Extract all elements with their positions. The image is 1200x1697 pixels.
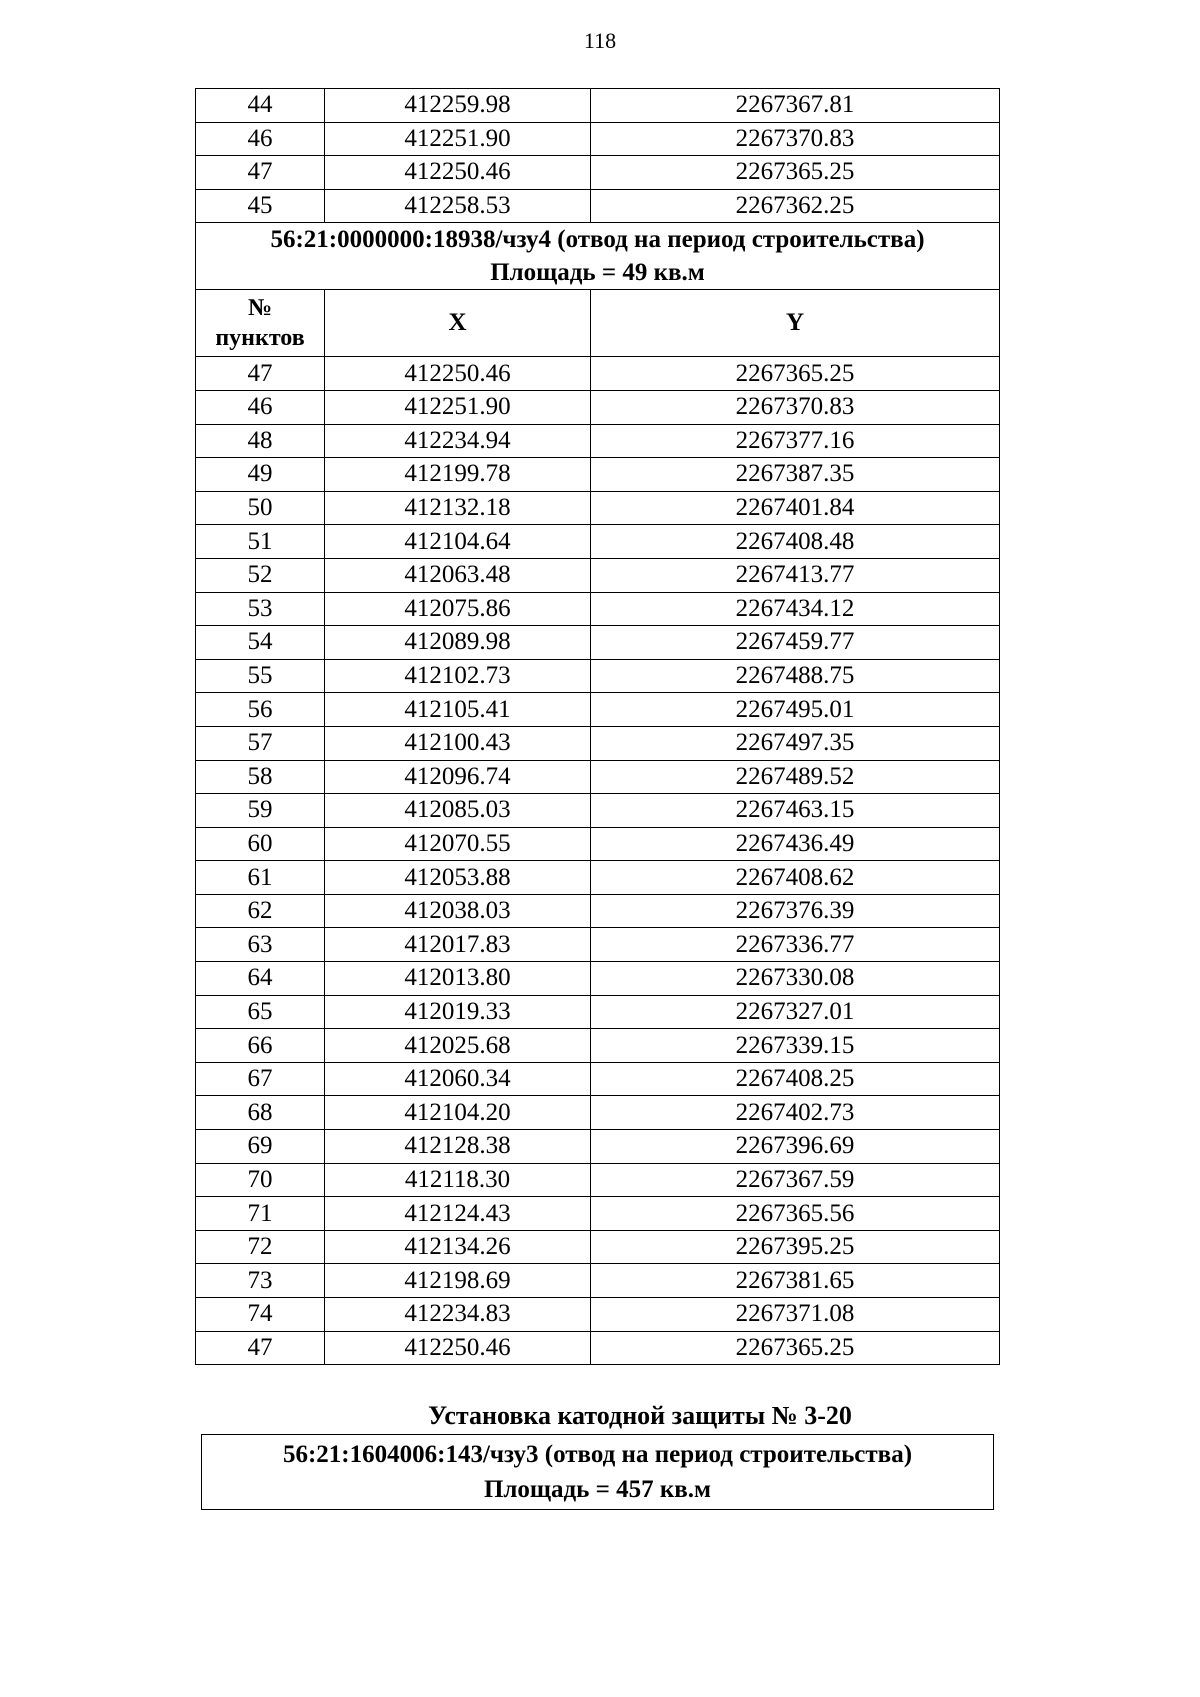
table-row [196, 1298, 1000, 1332]
cell-x: 412060.34 [325, 1062, 591, 1096]
table-row [196, 357, 1000, 391]
next-plot-box [201, 1434, 994, 1510]
cell-x: 412104.64 [325, 525, 591, 559]
cell-point-number: 57 [196, 726, 325, 760]
cell-x: 412025.68 [325, 1029, 591, 1063]
table-row [196, 1130, 1000, 1164]
table-row [196, 794, 1000, 828]
table-row [196, 525, 1000, 559]
cell-x: 412075.86 [325, 592, 591, 626]
cell-point-number: 66 [196, 1029, 325, 1063]
top-rows-group [196, 89, 1000, 223]
table-row [196, 1197, 1000, 1231]
cell-x: 412085.03 [325, 794, 591, 828]
table-row [196, 491, 1000, 525]
cell-y: 2267362.25 [591, 189, 1000, 223]
cell-point-number: 56 [196, 693, 325, 727]
table-row [196, 390, 1000, 424]
table-row [196, 189, 1000, 223]
table-row [196, 861, 1000, 895]
next-plot-area: Площадь = 457 кв.м [483, 1476, 712, 1503]
cell-point-number: 65 [196, 995, 325, 1029]
cell-x: 412053.88 [325, 861, 591, 895]
cell-point-number: 59 [196, 794, 325, 828]
table-row [196, 1264, 1000, 1298]
header-y: Y [591, 290, 1000, 357]
table-row [196, 1331, 1000, 1365]
cell-point-number: 50 [196, 491, 325, 525]
table-row [196, 928, 1000, 962]
cell-point-number: 73 [196, 1264, 325, 1298]
table-row [196, 827, 1000, 861]
cell-y: 2267436.49 [591, 827, 1000, 861]
cell-y: 2267463.15 [591, 794, 1000, 828]
cell-point-number: 47 [196, 156, 325, 190]
cell-y: 2267367.59 [591, 1163, 1000, 1197]
cell-point-number: 70 [196, 1163, 325, 1197]
cell-x: 412100.43 [325, 726, 591, 760]
plot-area: Площадь = 49 кв.м [490, 259, 705, 287]
table-row [196, 995, 1000, 1029]
cell-y: 2267395.25 [591, 1230, 1000, 1264]
header-x: X [325, 290, 591, 357]
cell-x: 412250.46 [325, 156, 591, 190]
cell-y: 2267413.77 [591, 558, 1000, 592]
table-row [196, 962, 1000, 996]
cell-x: 412128.38 [325, 1130, 591, 1164]
cell-x: 412134.26 [325, 1230, 591, 1264]
cell-x: 412250.46 [325, 357, 591, 391]
table-row [196, 659, 1000, 693]
cell-x: 412132.18 [325, 491, 591, 525]
cell-x: 412234.83 [325, 1298, 591, 1332]
page-number: 118 [583, 28, 617, 53]
cell-point-number: 44 [196, 89, 325, 123]
cell-point-number: 47 [196, 357, 325, 391]
cell-y: 2267367.81 [591, 89, 1000, 123]
table-row [196, 1029, 1000, 1063]
cell-y: 2267488.75 [591, 659, 1000, 693]
table-row [196, 424, 1000, 458]
cell-y: 2267365.56 [591, 1197, 1000, 1231]
cell-point-number: 51 [196, 525, 325, 559]
cell-x: 412250.46 [325, 1331, 591, 1365]
cell-point-number: 64 [196, 962, 325, 996]
cell-y: 2267489.52 [591, 760, 1000, 794]
cell-point-number: 61 [196, 861, 325, 895]
table-row [196, 726, 1000, 760]
cell-y: 2267401.84 [591, 491, 1000, 525]
cell-point-number: 63 [196, 928, 325, 962]
cell-x: 412038.03 [325, 894, 591, 928]
cell-point-number: 69 [196, 1130, 325, 1164]
table-row [196, 1096, 1000, 1130]
plot-title-cell [196, 223, 1000, 290]
cell-y: 2267381.65 [591, 1264, 1000, 1298]
table-row [196, 894, 1000, 928]
cell-x: 412089.98 [325, 626, 591, 660]
cell-point-number: 46 [196, 390, 325, 424]
cell-x: 412251.90 [325, 390, 591, 424]
cell-x: 412251.90 [325, 122, 591, 156]
cell-x: 412017.83 [325, 928, 591, 962]
cell-point-number: 49 [196, 458, 325, 492]
cell-x: 412259.98 [325, 89, 591, 123]
cell-y: 2267396.69 [591, 1130, 1000, 1164]
cell-y: 2267365.25 [591, 357, 1000, 391]
cell-point-number: 54 [196, 626, 325, 660]
cell-point-number: 55 [196, 659, 325, 693]
cell-x: 412104.20 [325, 1096, 591, 1130]
cell-x: 412198.69 [325, 1264, 591, 1298]
table-row [196, 1163, 1000, 1197]
cell-x: 412013.80 [325, 962, 591, 996]
cell-x: 412124.43 [325, 1197, 591, 1231]
cell-y: 2267371.08 [591, 1298, 1000, 1332]
cell-y: 2267330.08 [591, 962, 1000, 996]
cell-point-number: 45 [196, 189, 325, 223]
next-plot-title: 56:21:1604006:143/чзу3 (отвод на период строительства) [282, 1441, 913, 1468]
header-num-word: пунктов [215, 325, 305, 352]
cell-x: 412063.48 [325, 558, 591, 592]
table-row [196, 558, 1000, 592]
plot-title-row [196, 223, 1000, 290]
cell-point-number: 52 [196, 558, 325, 592]
cell-y: 2267370.83 [591, 122, 1000, 156]
cell-point-number: 67 [196, 1062, 325, 1096]
cell-point-number: 48 [196, 424, 325, 458]
cell-y: 2267459.77 [591, 626, 1000, 660]
cell-y: 2267377.16 [591, 424, 1000, 458]
table-row [196, 122, 1000, 156]
cell-x: 412105.41 [325, 693, 591, 727]
cell-y: 2267336.77 [591, 928, 1000, 962]
table-row [196, 156, 1000, 190]
table-row [196, 693, 1000, 727]
table-row [196, 592, 1000, 626]
cell-point-number: 68 [196, 1096, 325, 1130]
cell-x: 412258.53 [325, 189, 591, 223]
cell-y: 2267370.83 [591, 390, 1000, 424]
header-num-symbol: № [247, 295, 273, 322]
cell-point-number: 71 [196, 1197, 325, 1231]
cell-y: 2267339.15 [591, 1029, 1000, 1063]
section-heading: Установка катодной защиты № 3-20 [428, 1401, 852, 1430]
cell-x: 412102.73 [325, 659, 591, 693]
main-rows-group [196, 357, 1000, 1365]
cell-y: 2267408.48 [591, 525, 1000, 559]
cell-point-number: 47 [196, 1331, 325, 1365]
cell-y: 2267408.62 [591, 861, 1000, 895]
table-row [196, 626, 1000, 660]
column-header-row [196, 290, 1000, 357]
cell-point-number: 53 [196, 592, 325, 626]
plot-title: 56:21:0000000:18938/чзу4 (отвод на период строительства) [270, 226, 925, 254]
cell-x: 412070.55 [325, 827, 591, 861]
cell-y: 2267408.25 [591, 1062, 1000, 1096]
cell-y: 2267495.01 [591, 693, 1000, 727]
cell-y: 2267497.35 [591, 726, 1000, 760]
cell-y: 2267376.39 [591, 894, 1000, 928]
header-point-number [196, 290, 325, 357]
coordinates-table [195, 88, 1000, 1365]
cell-x: 412019.33 [325, 995, 591, 1029]
table-row [196, 1230, 1000, 1264]
cell-y: 2267365.25 [591, 1331, 1000, 1365]
cell-x: 412234.94 [325, 424, 591, 458]
cell-x: 412096.74 [325, 760, 591, 794]
cell-x: 412118.30 [325, 1163, 591, 1197]
cell-x: 412199.78 [325, 458, 591, 492]
table-row [196, 1062, 1000, 1096]
cell-point-number: 58 [196, 760, 325, 794]
cell-y: 2267402.73 [591, 1096, 1000, 1130]
plot-header-group [196, 223, 1000, 357]
cell-point-number: 46 [196, 122, 325, 156]
cell-y: 2267365.25 [591, 156, 1000, 190]
cell-point-number: 62 [196, 894, 325, 928]
table-row [196, 89, 1000, 123]
cell-point-number: 74 [196, 1298, 325, 1332]
table-row [196, 760, 1000, 794]
cell-point-number: 72 [196, 1230, 325, 1264]
cell-y: 2267327.01 [591, 995, 1000, 1029]
cell-y: 2267434.12 [591, 592, 1000, 626]
table-row [196, 458, 1000, 492]
cell-point-number: 60 [196, 827, 325, 861]
cell-y: 2267387.35 [591, 458, 1000, 492]
